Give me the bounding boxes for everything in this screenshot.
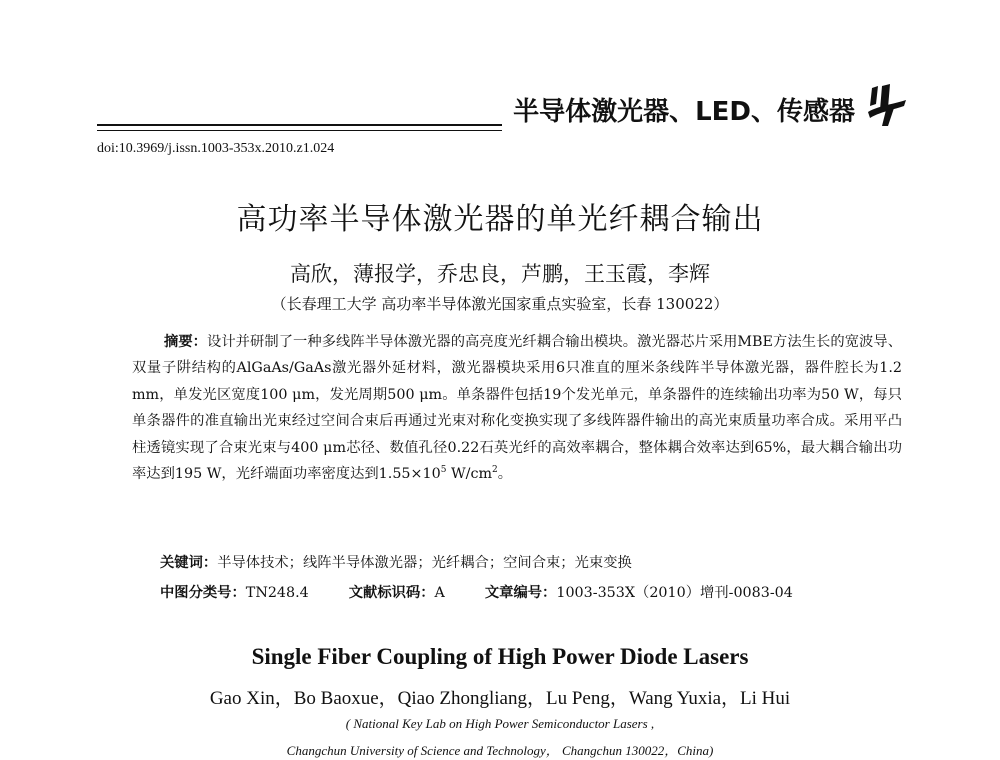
authors-cn: 高欣，薄报学，乔忠良，芦鹏，王玉霞，李辉 <box>290 262 710 286</box>
keywords-text: 半导体技术；线阵半导体激光器；光纤耦合；空间合束；光束变换 <box>217 555 632 571</box>
affiliation-en-line1: ( National Key Lab on High Power Semiconductor Lasers , <box>345 716 655 731</box>
article-no-label: 文章编号： <box>484 585 557 601</box>
doc-code-label: 文献标识码： <box>348 585 435 601</box>
abstract-exponent: 5 <box>440 465 447 476</box>
affiliation-en-line2: Changchun University of Science and Technology， Changchun 130022，China) <box>286 743 714 758</box>
clc-label: 中图分类号： <box>160 585 246 601</box>
abstract-text-end: 。 <box>497 466 513 483</box>
keywords <box>160 552 632 572</box>
article-no-value: 1003-353X（2010）增刊-0083-04 <box>556 585 793 601</box>
authors-en: Gao Xin，Bo Baoxue，Qiao Zhongliang，Lu Peng，Wang Yuxia，Li Hui <box>209 688 791 709</box>
journal-logo-icon <box>864 82 908 128</box>
clc-value: TN248.4 <box>245 585 309 601</box>
abstract-text-main: 设计并研制了一种多线阵半导体激光器的高亮度光纤耦合输出模块。激光器芯片采用MBE方法生长的宽波导、双量子阱结构的AlGaAs/GaAs激光器外延材料，激光器模块采用6只准直的厘米条线阵半导体激光器，器件腔长为1.2 mm，单发光区宽度100 μm，发光周期500 μm。单条器件包括19个发光单元，单条器件的连续输出功率为50 W，每只单条器件的准直输出光束经过空间合束后再通过光束对称化变换实现了多线阵器件输出的高光束质量功率合成。采用平凸柱透镜实现了合束光束与400 μm芯径、数值孔径0.22石英光纤的高效率耦合，整体耦合效率达到65%，最大耦合输出功率达到195 W，光纤端面功率密度达到1.55×10 <box>132 334 903 483</box>
header-rule-thin <box>97 130 502 131</box>
title-en: Single Fiber Coupling of High Power Diode Lasers <box>251 644 749 669</box>
doc-code-value: A <box>434 585 445 601</box>
doi: doi:10.3969/j.issn.1003-353x.2010.z1.024 <box>97 141 335 156</box>
keywords-label: 关键词： <box>160 555 218 571</box>
title-cn: 高功率半导体激光器的单光纤耦合输出 <box>236 202 764 237</box>
abstract-label: 摘要： <box>164 334 208 350</box>
affiliation-cn: （长春理工大学 高功率半导体激光国家重点实验室，长春 130022） <box>271 295 729 313</box>
abstract <box>132 329 902 487</box>
abstract-text-mid: W/cm <box>446 466 493 483</box>
abstract-unit-exponent: 2 <box>492 465 498 476</box>
header-rule-thick <box>97 124 502 126</box>
section-header-title: 半导体激光器、LED、传感器 <box>513 97 855 127</box>
classification-line <box>160 582 793 602</box>
